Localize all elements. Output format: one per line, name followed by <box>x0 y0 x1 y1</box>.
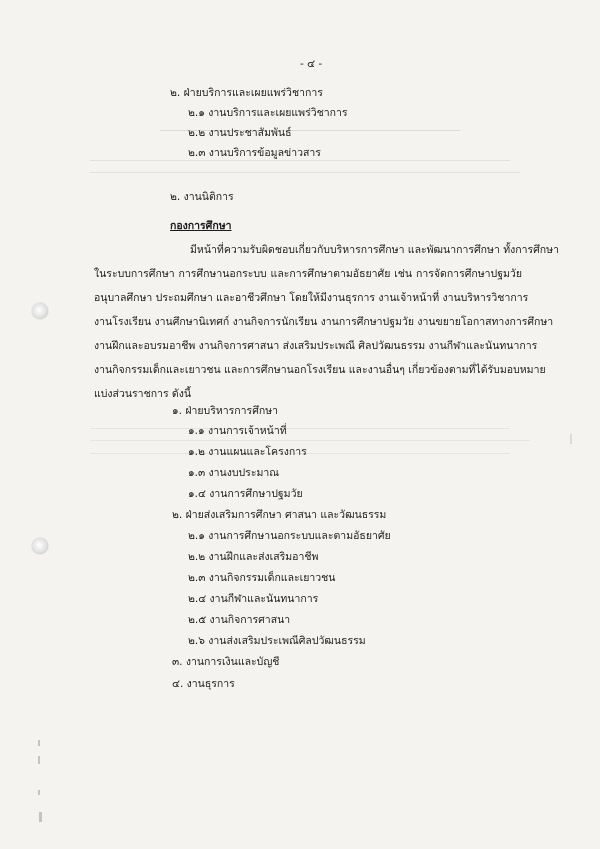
section1-subitem: ๒.๑ งานบริการและเผยแพร่วิชาการ <box>188 107 348 119</box>
section2-subitem: ๒.๔ งานกีฬาและนันทนาการ <box>188 593 319 605</box>
paragraph-line: มีหน้าที่ความรับผิดชอบเกี่ยวกับบริหารการศึกษา และพัฒนาการศึกษา ทั้งการศึกษา <box>190 244 559 256</box>
scan-speck <box>38 756 40 764</box>
section2-subitem: ๑.๒ งานแผนและโครงการ <box>188 446 307 458</box>
section2-subitem: ๒.๓ งานกิจกรรมเด็กและเยาวชน <box>188 572 336 584</box>
section1-item: ๒. ฝ่ายบริการและเผยแพร่วิชาการ <box>170 87 323 99</box>
bleed-through-line <box>90 160 510 161</box>
section2-item: ๑. ฝ่ายบริหารการศึกษา <box>172 405 279 417</box>
section-heading: กองการศึกษา <box>170 220 232 232</box>
paragraph-line: แบ่งส่วนราชการ ดังนี้ <box>94 388 192 400</box>
section2-subitem: ๒.๕ งานกิจการศาสนา <box>188 614 291 626</box>
paragraph-line: งานกิจกรรมเด็กและเยาวชน และการศึกษานอกโรงเรียน และงานอื่นๆ เกี่ยวข้องตามที่ได้รับมอบหมาย <box>94 364 546 376</box>
section2-subitem: ๑.๑ งานการเจ้าหน้าที่ <box>188 425 287 437</box>
bleed-through-line <box>90 172 520 173</box>
section1-item: ๒. งานนิติการ <box>170 191 234 203</box>
bleed-through-line <box>90 428 510 429</box>
scan-speck <box>39 812 42 822</box>
paragraph-line: งานโรงเรียน งานศึกษานิเทศก์ งานกิจการนักเรียน งานการศึกษาปฐมวัย งานขยายโอกาสทางการศึกษา <box>94 316 554 328</box>
section2-subitem: ๒.๑ งานการศึกษานอกระบบและตามอัธยาศัย <box>188 530 391 542</box>
section2-subitem: ๑.๔ งานการศึกษาปฐมวัย <box>188 488 303 500</box>
paragraph-line: ในระบบการศึกษา การศึกษานอกระบบ และการศึกษาตามอัธยาศัย เช่น การจัดการศึกษาปฐมวัย <box>94 268 522 280</box>
section1-subitem: ๒.๓ งานบริการข้อมูลข่าวสาร <box>188 147 321 159</box>
section2-subitem: ๒.๒ งานฝึกและส่งเสริมอาชีพ <box>188 551 319 563</box>
scan-speck <box>570 434 572 444</box>
scan-speck <box>38 740 40 746</box>
punch-hole <box>32 538 48 554</box>
section2-subitem: ๑.๓ งานงบประมาณ <box>188 467 280 479</box>
page-number: - ๔ - <box>300 58 323 70</box>
punch-hole <box>32 303 48 319</box>
scan-speck <box>38 790 40 795</box>
section1-subitem: ๒.๒ งานประชาสัมพันธ์ <box>188 127 292 139</box>
paragraph-line: งานฝึกและอบรมอาชีพ งานกิจการศาสนา ส่งเสริมประเพณี ศิลปวัฒนธรรม งานกีฬาและนันทนาการ <box>94 340 538 352</box>
section2-item: ๓. งานการเงินและบัญชี <box>172 656 280 668</box>
section2-item: ๒. ฝ่ายส่งเสริมการศึกษา ศาสนา และวัฒนธรรม <box>172 509 387 521</box>
section2-item: ๔. งานธุรการ <box>172 678 235 690</box>
bleed-through-line <box>90 440 530 441</box>
section2-subitem: ๒.๖ งานส่งเสริมประเพณีศิลปวัฒนธรรม <box>188 635 366 647</box>
paragraph-line: อนุบาลศึกษา ประถมศึกษา และอาชีวศึกษา โดยให้มีงานธุรการ งานเจ้าหน้าที่ งานบริหารวิชาการ <box>94 292 529 304</box>
